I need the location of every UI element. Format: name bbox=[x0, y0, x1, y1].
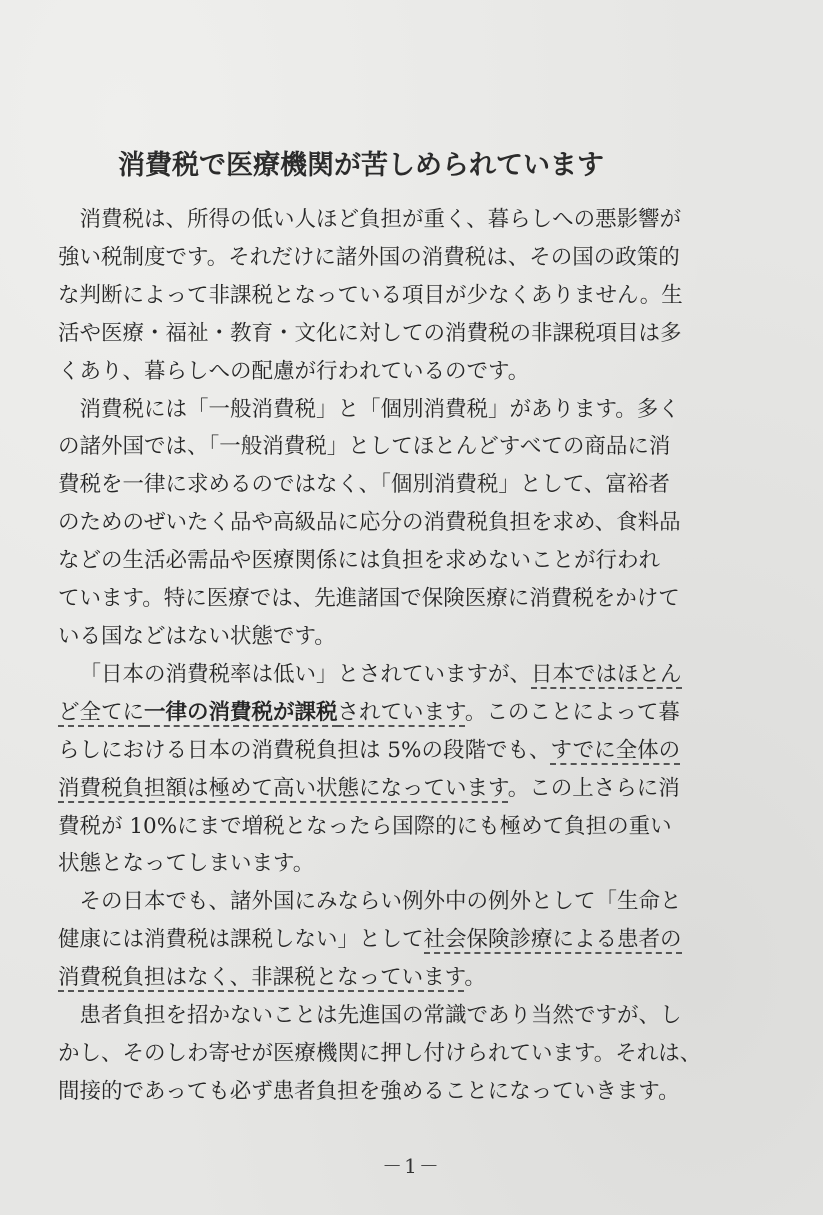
text-line: 状態となってしまいます。 bbox=[58, 851, 315, 877]
text-line: くあり、暮らしへの配慮が行われているのです。 bbox=[58, 358, 530, 384]
body-text bbox=[58, 201, 728, 1111]
text-segment: 「日本の消費税率は低い」とされていますが、 bbox=[79, 661, 532, 687]
text-line: 間接的であっても必ず患者負担を強めることになっていきます。 bbox=[58, 1078, 680, 1104]
paragraph-2 bbox=[58, 391, 728, 656]
underlined-text: されています bbox=[337, 699, 465, 725]
text-line: 消費税には「一般消費税」と「個別消費税」があります。多く bbox=[79, 396, 680, 422]
text-line bbox=[58, 732, 728, 770]
text-line: 患者負担を招かないことは先進国の常識であり当然ですが、し bbox=[79, 1003, 682, 1029]
text-segment: 。このことによって暮 bbox=[464, 699, 680, 725]
paragraph-5 bbox=[58, 997, 728, 1111]
text-line: などの生活必需品や医療関係には負担を求めないことが行われ bbox=[58, 548, 661, 574]
underlined-text: 日本ではほとん bbox=[531, 661, 682, 687]
text-line bbox=[58, 921, 728, 959]
text-line bbox=[58, 959, 728, 997]
underlined-text: ど全てに bbox=[58, 699, 145, 725]
text-line: いる国などはない状態です。 bbox=[58, 623, 336, 649]
text-line: その日本でも、諸外国にみならい例外中の例外として「生命と bbox=[79, 889, 682, 915]
paragraph-1 bbox=[58, 201, 728, 391]
text-line: な判断によって非課税となっている項目が少なくありません。生 bbox=[58, 282, 683, 308]
paragraph-4 bbox=[58, 883, 728, 997]
text-line: 強い税制度です。それだけに諸外国の消費税は、その国の政策的 bbox=[58, 244, 680, 270]
underlined-text: 消費税負担額は極めて高い状態になっています bbox=[58, 775, 508, 801]
text-segment: 健康には消費税は課税しない」として bbox=[58, 927, 424, 953]
text-line: かし、そのしわ寄せが医療機関に押し付けられています。それは、 bbox=[58, 1040, 702, 1066]
paragraph-3 bbox=[58, 656, 728, 883]
underlined-text: 社会保険診療による患者の bbox=[423, 927, 682, 953]
text-line bbox=[58, 656, 728, 694]
page-number: －1－ bbox=[382, 1154, 441, 1178]
text-segment: らしにおける日本の消費税負担は 5%の段階でも、 bbox=[58, 737, 551, 763]
underlined-text: 消費税負担はなく、非課税となっています bbox=[58, 965, 465, 991]
text-line: の諸外国では、「一般消費税」としてほとんどすべての商品に消 bbox=[58, 434, 671, 460]
underlined-text: すでに全体の bbox=[550, 737, 681, 763]
emphasized-text: 一律の消費税が課税 bbox=[144, 699, 338, 725]
text-line: 費税が 10%にまで増税となったら国際的にも極めて負担の重い bbox=[58, 813, 672, 839]
text-line: 活や医療・福祉・教育・文化に対しての消費税の非課税項目は多 bbox=[58, 320, 682, 346]
text-line: ています。特に医療では、先進諸国で保険医療に消費税をかけて bbox=[58, 586, 680, 612]
text-line bbox=[58, 770, 728, 808]
text-line: 消費税は、所得の低い人ほど負担が重く、暮らしへの悪影響が bbox=[79, 207, 682, 232]
text-segment: 。この上さらに消 bbox=[507, 775, 680, 801]
page-title: 消費税で医療機関が苦しめられています bbox=[118, 150, 604, 181]
text-segment: 。 bbox=[464, 965, 486, 991]
text-line: のためのぜいたく品や高級品に応分の消費税負担を求め、食料品 bbox=[58, 510, 681, 536]
text-line: 費税を一律に求めるのではなく、「個別消費税」として、富裕者 bbox=[58, 472, 670, 498]
text-line bbox=[58, 694, 728, 732]
